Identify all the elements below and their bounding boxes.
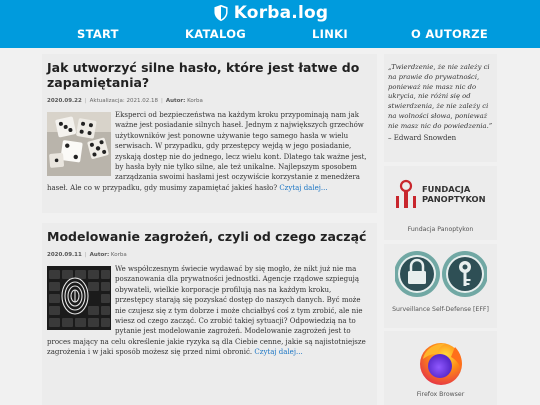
dice-icon[interactable]: [47, 112, 111, 176]
fingerprint-keyboard-icon[interactable]: [47, 266, 111, 330]
read-more-link[interactable]: Czytaj dalej...: [254, 348, 303, 357]
article-body: We współczesnym świecie wydawać by się mogło, że nikt już nie ma poszanowania dla prywatności jednostki. Agencje rządowe szpiegują obywateli, wielkie korporacje profilują nas na każdym kroku, przestępcy starają się pozyskać dostęp do naszych danych. Być może nie czujesz się z tym dobrze i może chciałbyś coś z tym zrobić, ale nie wiesz od czego zacząć. Co zrobić takiej sytuacji? Odpowiedzią na to pytanie jest modelowanie zagrożeń. Modelowanie zagrożeń jest to proces mający na celu określenie jakie ryzyka są dla Ciebie cenne, jakie są najistotniejsze zagrożenia i w jaki sposób możesz się przed nimi obronić.: [47, 265, 366, 357]
updated-date: 2021.02.18: [126, 98, 158, 104]
article-meta: 2020.09.11 | Autor: Korba: [47, 252, 127, 258]
article-title[interactable]: Jak utworzyć silne hasło, które jest łatwe do zapamiętania?: [47, 60, 360, 90]
quote-author: – Edward Snowden: [388, 133, 457, 142]
sidebar-link-firefox[interactable]: [384, 331, 497, 405]
panoptykon-logo-icon: [392, 178, 420, 214]
site-logo[interactable]: [0, 2, 540, 24]
article-body: Eksperci od bezpieczeństwa na każdym kroku przypominają nam jak ważne jest posiadanie silnych haseł. Jednym z największych grzechów użytkowników jest ponowne używanie tego samego hasła w wielu serwisach. W przypadku, gdy przestępcy wejdą w jego posiadanie, zyskają dostęp nie do jednego, lecz wielu kont. Dlatego tak ważne jest, by hasła były nie tylko silne, ale też unikalne. Najlepszym sposobem zarządzania swoimi hasłami jest oczywiście korzystanie z menedżera haseł. Ale co w przypadku, gdy musimy zapamiętać jakieś hasło?: [47, 111, 367, 192]
article-excerpt: [47, 264, 372, 358]
article-card: [42, 54, 377, 213]
firefox-icon: [417, 339, 465, 391]
site-logo-text: Korba.log: [233, 3, 329, 23]
sidebar-quote-box: [384, 54, 497, 162]
lock-key-icon: [395, 249, 487, 303]
card-label: Fundacja Panoptykon: [407, 226, 474, 233]
author-label: Autor:: [89, 252, 110, 258]
nav-linki[interactable]: LINKI: [312, 27, 348, 41]
sidebar-link-eff[interactable]: [384, 244, 497, 328]
author-name: Korba: [110, 252, 127, 258]
nav-start[interactable]: START: [77, 27, 119, 41]
shield-icon: [212, 4, 230, 22]
article-excerpt: [47, 110, 372, 193]
updated-label: Aktualizacja:: [89, 98, 125, 104]
sidebar-link-panoptykon[interactable]: [384, 166, 497, 240]
nav-o-autorze[interactable]: O AUTORZE: [411, 27, 489, 41]
panoptykon-logo-text: FUNDACJA PANOPTYKON: [422, 184, 486, 204]
author-label: Autor:: [165, 98, 186, 104]
read-more-link[interactable]: Czytaj dalej...: [279, 183, 328, 192]
article-date: 2020.09.22: [47, 98, 82, 104]
article-title[interactable]: Modelowanie zagrożeń, czyli od czego zacząć: [47, 229, 367, 244]
card-label: Firefox Browser: [416, 391, 465, 398]
site-header: [0, 0, 540, 48]
sidebar-quote: „Twierdzenie, że nie zależy ci na prawie do prywatności, ponieważ nie masz nic do ukrycia, nie różni się od stwierdzenia, że nie zależy ci na wolności słowa, ponieważ nie masz nic do powiedzenia.”: [388, 63, 493, 130]
card-label: Surveillance Self-Defense [EFF]: [392, 306, 489, 313]
article-meta: 2020.09.22 | Aktualizacja: 2021.02.18 | Autor: Korba: [47, 98, 203, 104]
nav-katalog[interactable]: KATALOG: [185, 27, 247, 41]
article-date: 2020.09.11: [47, 252, 82, 258]
article-card: [42, 223, 377, 405]
author-name: Korba: [187, 98, 203, 104]
main-nav: [0, 27, 540, 45]
